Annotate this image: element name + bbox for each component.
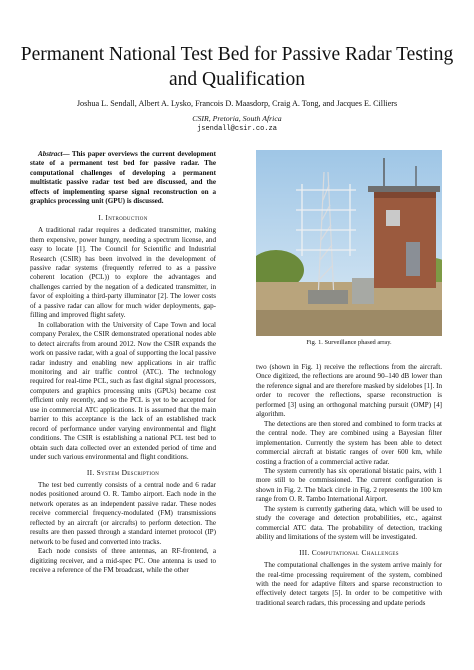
right-paragraph-1: two (shown in Fig. 1) receive the reflections from the aircraft. Once digitized, the reflections are around 90–140 dB lower than the reference signal and are therefore masked by sidelobes [1]. In order to recover the reflections, sparse reconstruction is performed [3] using an orthogonal matching pursuit (OMP) [4] algorithm.	[256, 363, 442, 419]
surveillance-array-photo	[256, 150, 442, 336]
intro-paragraph-1: A traditional radar requires a dedicated transmitter, making them expensive, power hungry, needing a spectrum license, and easy to locate [1]. The Council for Scientific and Industrial Research (CSIR) has been involved in the development of passive radar systems (frequently referred to as a passive coherent location (PCL)) to explore the advantages and challenges carried by the negation of a dedicated transmitter, in favor of exploiting a third-party illuminator [2]. The lower costs of a passive radar can allow for much wider deployments, gap-filling and improved flight safety.	[30, 226, 216, 320]
abstract-body: — This paper overviews the current development state of a permanent test bed for passive radar. The computational challenges of developing a permanent multistatic passive radar test bed are discussed, and the effects of implementing sparse signal reconstruction on a graphics processing unit (GPU) is discussed.	[30, 150, 216, 206]
right-paragraph-4: The system is currently gathering data, which will be used to study the coverage and detection probabilities, etc., against commercial ATC data. The probability of detection, tracking ability and limitations of the system will be investigated.	[256, 504, 442, 542]
section-heading-system-description: II. System Description	[86, 467, 160, 477]
right-paragraph-2: The detections are then stored and combined to form tracks at the central node. They are combined using a Bayesian filter implementation. Currently the system has been able to detect commercial aircraft at bistatic ranges of over 600 km, while costing a fraction of a commercial active radar.	[256, 419, 442, 466]
figure-surveillance-phased-array	[256, 150, 442, 336]
sysdesc-paragraph-2: Each node consists of three antennas, an RF-frontend, a digitizing receiver, and a mid-spec PC. One antenna is used to receive a reference of the FM broadcast, while the other	[30, 547, 216, 575]
comp-paragraph-1: The computational challenges in the system arrive mainly for the real-time processing requirement of the system, combined with the need for adaptive filters and sparse reconstruction to effectively detect targets [5]. In order to be competitive with traditional search radars, this processing and update periods	[256, 561, 442, 607]
figure-caption: Fig. 1. Surveillance phased array.	[306, 339, 392, 346]
section-heading-computational-challenges: III. Computational Challenges	[299, 547, 399, 557]
section-heading-introduction: I. Introduction	[98, 212, 148, 222]
contact-email: jsendall@csir.co.za	[197, 125, 277, 133]
sysdesc-paragraph-1: The test bed currently consists of a central node and 6 radar nodes positioned around O. R. Tambo airport. Each node in the network operates as an independent passive radar. These nodes receive commercial frequency-modulated (FM) transmissions reflected by an aircraft (or aircrafts) to perform detection. The results are then passed through a standard internet protocol (IP) network to be fused and converted into tracks.	[30, 480, 216, 546]
abstract	[30, 150, 216, 207]
abstract-lead: Abstract	[38, 150, 63, 158]
left-column	[30, 150, 216, 575]
intro-paragraph-2: In collaboration with the University of Cape Town and local company Peralex, the CSIR demonstrated operational nodes able to detect aircrafts from around 2012. Now the CSIR expands the work on passive radar, with a goal of supporting the local passive radar industry and enabling new applications in air traffic monitoring and air traffic control (ATC). The technology required for real-time PCL, such as fast digital signal processors, computers and graphics processing units (GPUs) became cost efficient only recently, and so the PCL is yet to be accepted for use in commercial ATC applications. It is assumed that the main barrier to this acceptance is the lack of an established track record of performance under varying environmental and flight conditions. The CSIR is establishing a national PCL test bed to obtain such data collected over an extended period of time and under such various environmental and flight conditions.	[30, 320, 216, 462]
affiliation: CSIR, Pretoria, South Africa	[192, 114, 282, 123]
author-list: Joshua L. Sendall, Albert A. Lysko, Francois D. Maasdorp, Craig A. Tong, and Jacques E. Cilliers	[76, 99, 398, 108]
right-paragraph-3: The system currently has six operational bistatic pairs, with 1 more still to be commissioned. The current configuration is shown in Fig. 2. The black circle in Fig. 2 represents the 100 km range from O. R. Tambo International Airport.	[256, 466, 442, 504]
paper-title: Permanent National Test Bed for Passive Radar Testing and Qualification	[20, 44, 454, 90]
right-column	[256, 363, 442, 608]
